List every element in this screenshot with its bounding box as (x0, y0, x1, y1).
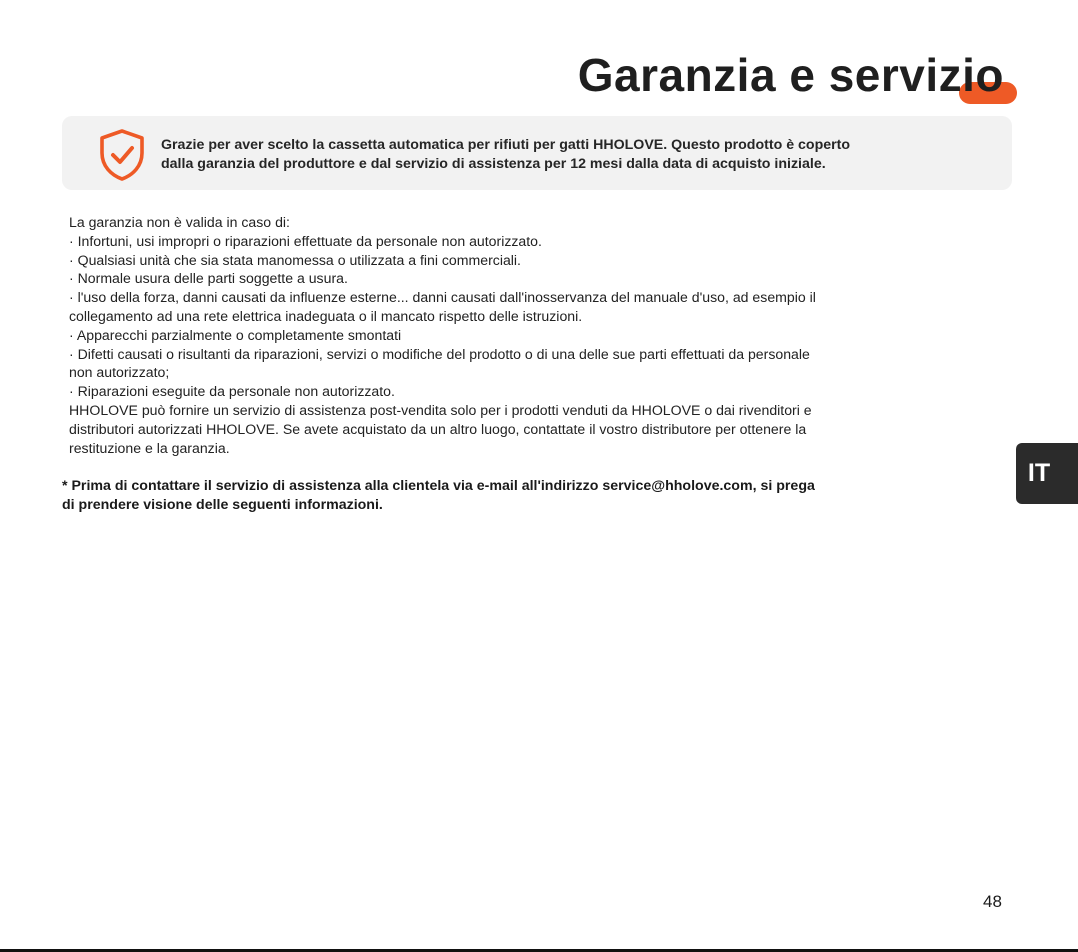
page-number: 48 (983, 892, 1002, 911)
body-line: La garanzia non è valida in caso di: (69, 214, 290, 230)
note-line: * Prima di contattare il servizio di assistenza alla clientela via e-mail all'indirizzo service@hholove.com, si prega (62, 478, 815, 494)
intro-line: dalla garanzia del produttore e dal servizio di assistenza per 12 mesi dalla data di acquisto iniziale. (161, 156, 826, 172)
contact-note (62, 477, 992, 515)
body-line: collegamento ad una rete elettrica inadeguata o il mancato rispetto delle istruzioni. (69, 307, 583, 324)
body-line: · Infortuni, usi impropri o riparazioni effettuate da personale non autorizzato. (69, 232, 542, 249)
intro-line: Grazie per aver scelto la cassetta automatica per rifiuti per gatti HHOLOVE. Questo prodotto è coperto (161, 137, 851, 153)
body-line: non autorizzato; (69, 364, 170, 381)
note-line: di prendere visione delle seguenti informazioni. (62, 497, 383, 513)
body-line: restituzione e la garanzia. (69, 439, 230, 456)
shield-check-icon (96, 128, 148, 182)
page-title: Garanzia e servizio (577, 49, 1004, 101)
body-line: · Normale usura delle parti soggette a usura. (69, 270, 348, 287)
body-line: · Qualsiasi unità che sia stata manomessa o utilizzata a fini commerciali. (69, 251, 521, 268)
body-line: · Apparecchi parzialmente o completamente smontati (69, 326, 402, 343)
body-line: HHOLOVE può fornire un servizio di assistenza post-vendita solo per i prodotti venduti da HHOLOVE o dai rivenditori e (69, 401, 812, 418)
intro-text (161, 136, 991, 174)
body-line: distributori autorizzati HHOLOVE. Se avete acquistato da un altro luogo, contattate il vostro distributore per ottenere la (69, 420, 807, 437)
body-line: · Riparazioni eseguite da personale non autorizzato. (69, 383, 395, 400)
body-line: · Difetti causati o risultanti da riparazioni, servizi o modifiche del prodotto o di una delle sue parti effettuati da personale (69, 345, 810, 362)
language-tab: IT (1016, 443, 1078, 504)
warranty-exclusions (69, 213, 1009, 457)
body-line: · l'uso della forza, danni causati da influenze esterne... danni causati dall'inosservanza del manuale d'uso, ad esempio il (69, 289, 816, 306)
